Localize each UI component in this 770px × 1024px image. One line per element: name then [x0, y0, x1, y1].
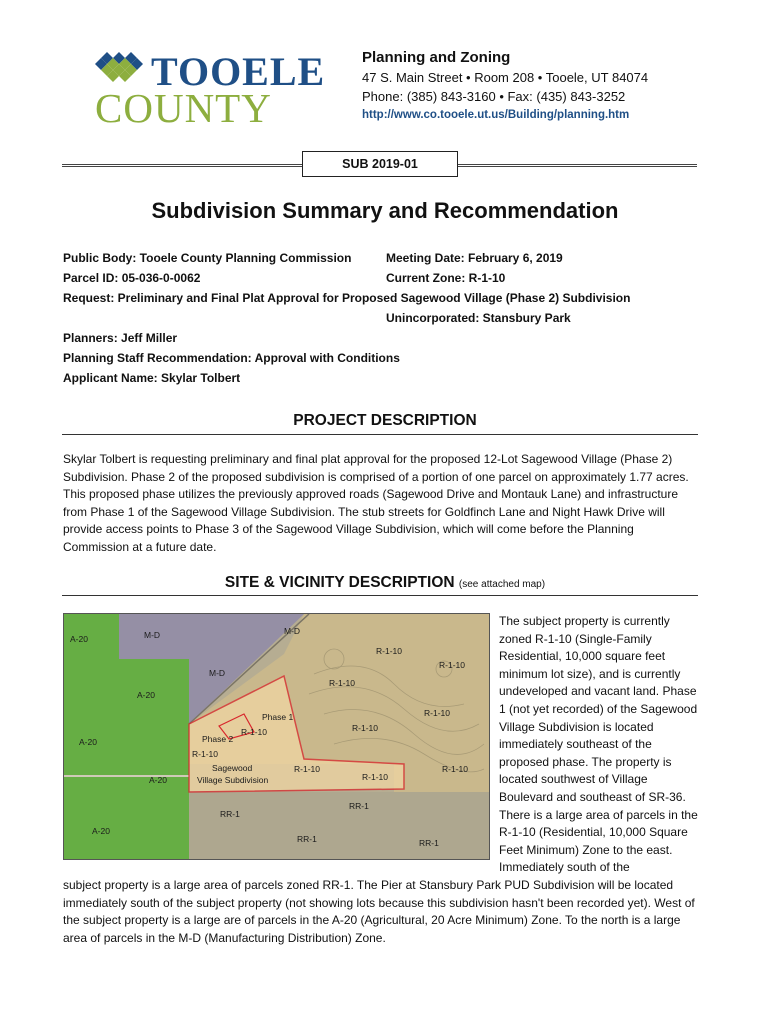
- vicinity-zoning-map: [63, 613, 490, 860]
- zone-rr1-area: [189, 792, 489, 859]
- parcel-id: Parcel ID: 05-036-0-0062: [63, 271, 201, 285]
- map-label-r110: R-1-10: [294, 764, 320, 774]
- map-label-rr1: RR-1: [297, 834, 317, 844]
- map-label-rr1: RR-1: [349, 801, 369, 811]
- site-vicinity-heading-text: SITE & VICINITY DESCRIPTION: [224, 574, 455, 591]
- map-label-r110: R-1-10: [329, 678, 355, 688]
- request: Request: Preliminary and Final Plat Approval for Proposed Sagewood Village (Phase 2) Subdivision: [63, 291, 631, 305]
- public-body: Public Body: Tooele County Planning Commission: [63, 251, 352, 265]
- map-label-r110: R-1-10: [362, 772, 388, 782]
- tooele-county-logo: [95, 50, 335, 130]
- site-vicinity-side-text: The subject property is currently zoned R-1-10 (Single-Family Residential, 10,000 square feet minimum lot size), and is currently undeveloped and vacant land. Phase 1 (not yet recorded) of the Sagewood Village Subdivision is located immediately southeast of the proposed phase. The property is located southwest of Village Boulevard and southeast of SR-36. There is a large area of parcels in the R-1-10 (Residential, 10,000 Square Feet Minimum) Zone to the east. Immediately south of the: [499, 614, 698, 875]
- logo-word-tooele: TOOELE: [151, 49, 326, 94]
- map-label-village-subdivision: Village Subdivision: [197, 775, 269, 785]
- map-label-phase-2: Phase 2: [202, 734, 234, 744]
- org-website-link[interactable]: http://www.co.tooele.ut.us/Building/planning.htm: [362, 109, 630, 121]
- banner-rule-left: [62, 164, 302, 167]
- map-label-a20: A-20: [79, 737, 97, 747]
- map-label-a20: A-20: [92, 826, 110, 836]
- map-label-r110: R-1-10: [241, 727, 267, 737]
- section-divider: [62, 434, 698, 435]
- map-label-a20: A-20: [70, 634, 88, 644]
- map-label-sagewood: Sagewood: [212, 763, 253, 773]
- project-description-heading: PROJECT DESCRIPTION: [293, 412, 477, 429]
- map-label-r110: R-1-10: [376, 646, 402, 656]
- map-label-r110: R-1-10: [424, 708, 450, 718]
- map-label-md: M-D: [144, 630, 161, 640]
- map-label-r110: R-1-10: [192, 749, 218, 759]
- staff-recommendation: Planning Staff Recommendation: Approval with Conditions: [63, 351, 400, 365]
- case-number-box: SUB 2019-01: [302, 151, 458, 177]
- current-zone: Current Zone: R-1-10: [386, 271, 506, 285]
- map-label-a20: A-20: [137, 690, 155, 700]
- org-contact-block: [362, 48, 742, 124]
- zoning-map-graphic: [64, 614, 489, 859]
- diamond-logo-icon: [95, 50, 155, 90]
- site-vicinity-heading-note: (see attached map): [458, 579, 546, 590]
- document-title: Subdivision Summary and Recommendation: [151, 198, 619, 223]
- site-vicinity-continued-text: subject property is a large area of parcels zoned RR-1. The Pier at Stansbury Park PUD Subdivision will be located immediately south of the subject property (not showing lots because this subdivision hasn't been recorded yet). West of the subject property is a large are of parcels in the A-20 (Agricultural, 20 Acre Minimum) Zone. To the north is a large area of parcels in the M-D (Manufacturing Distribution) Zone.: [63, 878, 695, 945]
- map-label-md: M-D: [209, 668, 226, 678]
- section-divider: [62, 595, 698, 596]
- logo-word-county: COUNTY: [95, 85, 272, 131]
- org-address: 47 S. Main Street • Room 208 • Tooele, UT 84074: [362, 70, 649, 85]
- map-label-phase-1: Phase 1: [262, 712, 294, 722]
- planners: Planners: Jeff Miller: [63, 331, 178, 345]
- map-label-md: M-D: [284, 626, 301, 636]
- map-label-rr1: RR-1: [220, 809, 240, 819]
- applicant-name: Applicant Name: Skylar Tolbert: [63, 371, 241, 385]
- org-phone: Phone: (385) 843-3160 • Fax: (435) 843-3252: [362, 89, 626, 104]
- meeting-date: Meeting Date: February 6, 2019: [386, 251, 563, 265]
- map-label-rr1: RR-1: [419, 838, 439, 848]
- org-title: Planning and Zoning: [362, 49, 511, 66]
- map-label-a20: A-20: [149, 775, 167, 785]
- unincorporated-area: Unincorporated: Stansbury Park: [386, 311, 571, 325]
- project-description-text: Skylar Tolbert is requesting preliminary and final plat approval for the proposed 12-Lot Sagewood Village (Phase 2) Subdivision. Phase 2 of the proposed subdivision is comprised of a portion of one parcel on approximately 1.77 acres. This proposed phase utilizes the previously approved roads (Sagewood Drive and Montauk Lane) and infrastructure from Phase 1 of the Sagewood Village Subdivision. The stub streets for Goldfinch Lane and Night Hawk Drive will provide access points to Phase 3 of the Sagewood Village Subdivision, which will come before the Planning Commission at a future date.: [63, 452, 689, 554]
- map-label-r110: R-1-10: [352, 723, 378, 733]
- banner-rule-right: [457, 164, 697, 167]
- map-label-r110: R-1-10: [442, 764, 468, 774]
- map-label-r110: R-1-10: [439, 660, 465, 670]
- site-vicinity-heading: [0, 573, 770, 595]
